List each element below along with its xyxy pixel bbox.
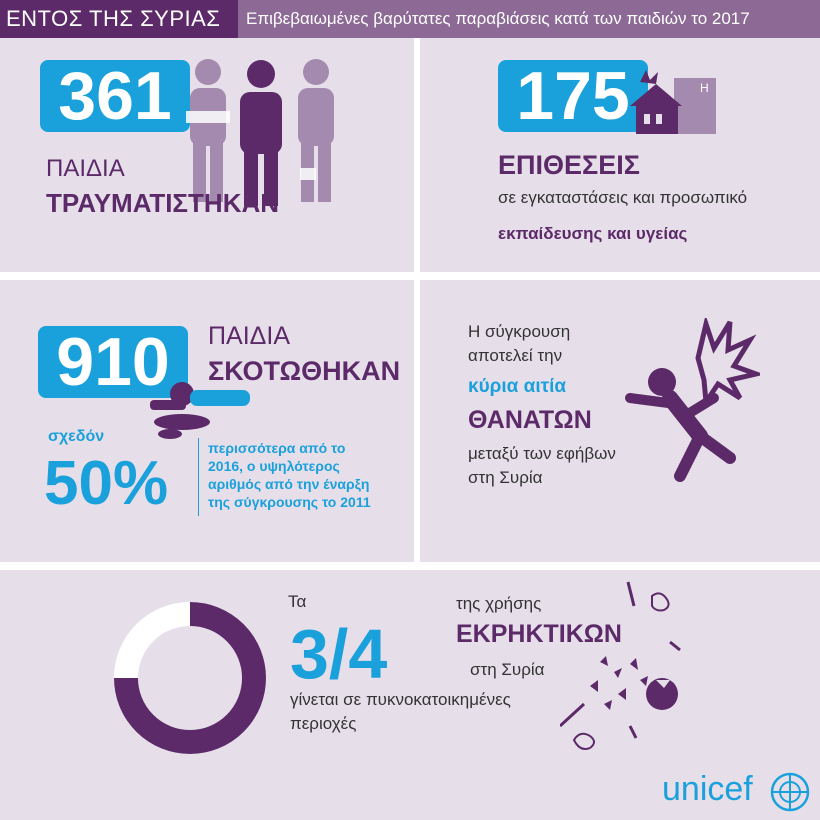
note-divider — [198, 438, 199, 516]
explosives-panel — [0, 570, 820, 820]
explosives-title: ΕΚΡΗΚΤΙΚΩΝ — [456, 620, 622, 648]
conflict-line-6: στη Συρία — [468, 468, 543, 487]
note-line-2: 2016, ο υψηλότερος — [208, 458, 340, 474]
attacks-panel — [420, 38, 820, 272]
note-line-3: αριθμός από την έναρξη — [208, 476, 370, 492]
conflict-line-2: αποτελεί την — [468, 346, 563, 365]
injured-number: 361 — [40, 60, 190, 132]
note-line-1: περισσότερα από το — [208, 440, 346, 456]
killed-label-1: ΠΑΙΔΙΑ — [208, 322, 290, 350]
conflict-line-3: κύρια αιτία — [468, 376, 567, 397]
injured-label-1: ΠΑΙΔΙΑ — [46, 155, 125, 182]
conflict-line-4: ΘΑΝΑΤΩΝ — [468, 406, 592, 434]
attacks-line-1: σε εγκαταστάσεις και προσωπικό — [498, 188, 748, 207]
attacks-number: 175 — [498, 60, 648, 132]
note-line-4: της σύγκρουσης το 2011 — [208, 494, 371, 510]
almost-label: σχεδόν — [48, 428, 105, 445]
header-subtitle: Επιβεβαιωμένες βαρύτατες παραβιάσεις κατά των παιδιών το 2017 — [238, 0, 820, 38]
killed-label-2: ΣΚΟΤΩΘΗΚΑΝ — [208, 356, 401, 386]
unicef-logo-text: unicef — [662, 770, 753, 808]
percent-value: 50% — [44, 449, 169, 518]
explosives-ta: Τα — [288, 592, 307, 611]
injured-panel — [0, 38, 414, 272]
conflict-line-1: Η σύγκρουση — [468, 322, 571, 341]
killed-panel — [0, 280, 414, 562]
unicef-emblem-icon — [770, 772, 810, 812]
header-title: ΕΝΤΟΣ ΤΗΣ ΣΥΡΙΑΣ — [0, 0, 238, 38]
conflict-panel — [420, 280, 820, 562]
injured-label-2: ΤΡΑΥΜΑΤΙΣΤΗΚΑΝ — [46, 188, 280, 218]
school-hospital-icon — [630, 70, 720, 136]
explosives-in-syria: στη Συρία — [470, 660, 545, 679]
explosives-line-2: περιοχές — [290, 714, 357, 733]
attacks-title: ΕΠΙΘΕΣΕΙΣ — [498, 150, 640, 180]
conflict-line-5: μεταξύ των εφήβων — [468, 444, 616, 463]
explosives-line-1: γίνεται σε πυκνοκατοικημένες — [290, 690, 511, 709]
explosives-fraction: 3/4 — [290, 615, 388, 693]
explosives-use: της χρήσης — [456, 594, 542, 613]
killed-number: 910 — [38, 326, 188, 398]
three-quarter-ring-chart — [110, 598, 270, 758]
explosion-debris-icon — [560, 576, 700, 756]
lying-child-icon — [140, 376, 270, 446]
hospital-sign: H — [700, 81, 709, 95]
falling-person-explosion-icon — [610, 318, 760, 488]
attacks-line-2: εκπαίδευσης και υγείας — [498, 224, 688, 243]
